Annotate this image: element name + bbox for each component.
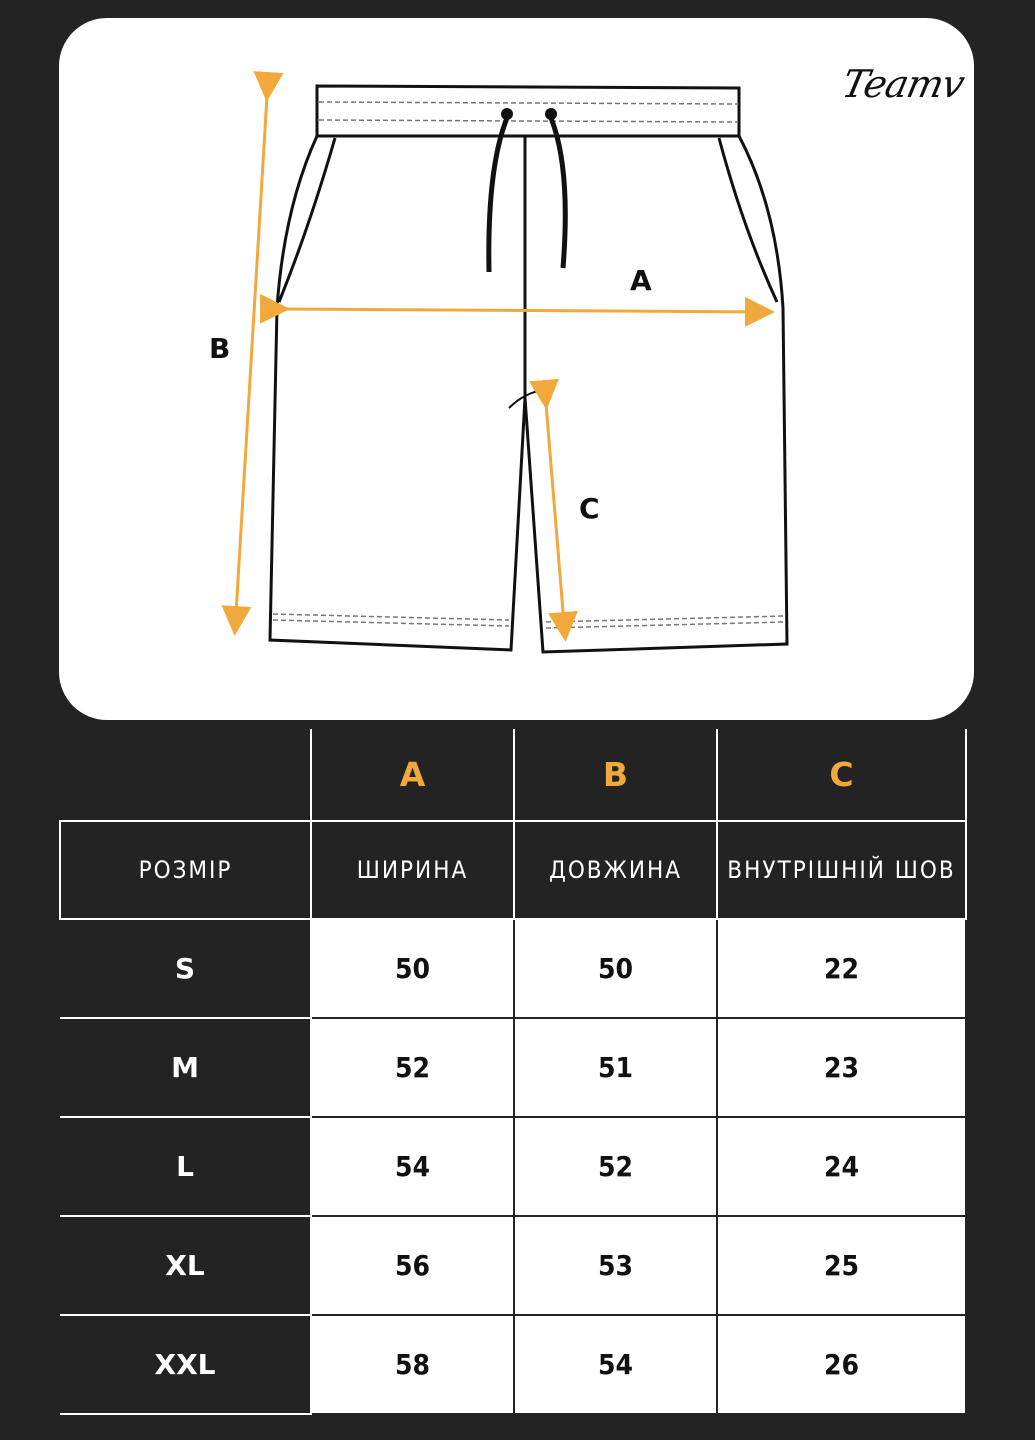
length-value: 52	[514, 1117, 717, 1216]
size-cell: L	[60, 1117, 311, 1216]
width-value: 56	[311, 1216, 514, 1315]
header-width: ШИРИНА	[311, 821, 514, 919]
width-value: 54	[311, 1117, 514, 1216]
size-cell: S	[60, 919, 311, 1018]
length-value: 54	[514, 1315, 717, 1414]
brand-logo: Teamv	[838, 62, 968, 106]
inseam-value: 24	[717, 1117, 966, 1216]
table-row	[60, 919, 966, 1018]
header-size: РОЗМІР	[60, 821, 311, 919]
table-row	[60, 1018, 966, 1117]
inseam-label: C	[579, 492, 600, 525]
table-row	[60, 1315, 966, 1414]
length-label: B	[209, 332, 231, 365]
column-letter-b: B	[514, 729, 717, 821]
shorts-illustration	[59, 18, 974, 720]
width-value: 58	[311, 1315, 514, 1414]
size-chart-table	[59, 729, 967, 1415]
length-value: 53	[514, 1216, 717, 1315]
length-arrow	[235, 96, 267, 630]
table-row	[60, 1216, 966, 1315]
empty-corner-cell	[60, 729, 311, 821]
length-value: 51	[514, 1018, 717, 1117]
size-cell: XL	[60, 1216, 311, 1315]
column-letter-c: C	[717, 729, 966, 821]
width-value: 50	[311, 919, 514, 1018]
size-cell: M	[60, 1018, 311, 1117]
column-letter-a: A	[311, 729, 514, 821]
width-value: 52	[311, 1018, 514, 1117]
size-cell: XXL	[60, 1315, 311, 1414]
length-value: 50	[514, 919, 717, 1018]
header-row	[60, 821, 966, 919]
width-label: A	[630, 264, 652, 297]
header-inseam: ВНУТРІШНІЙ ШОВ	[717, 821, 966, 919]
table-row	[60, 1117, 966, 1216]
shorts-diagram-card	[59, 18, 974, 720]
inseam-value: 26	[717, 1315, 966, 1414]
inseam-value: 25	[717, 1216, 966, 1315]
inseam-value: 23	[717, 1018, 966, 1117]
header-length: ДОВЖИНА	[514, 821, 717, 919]
column-letter-row	[60, 729, 966, 821]
inseam-value: 22	[717, 919, 966, 1018]
